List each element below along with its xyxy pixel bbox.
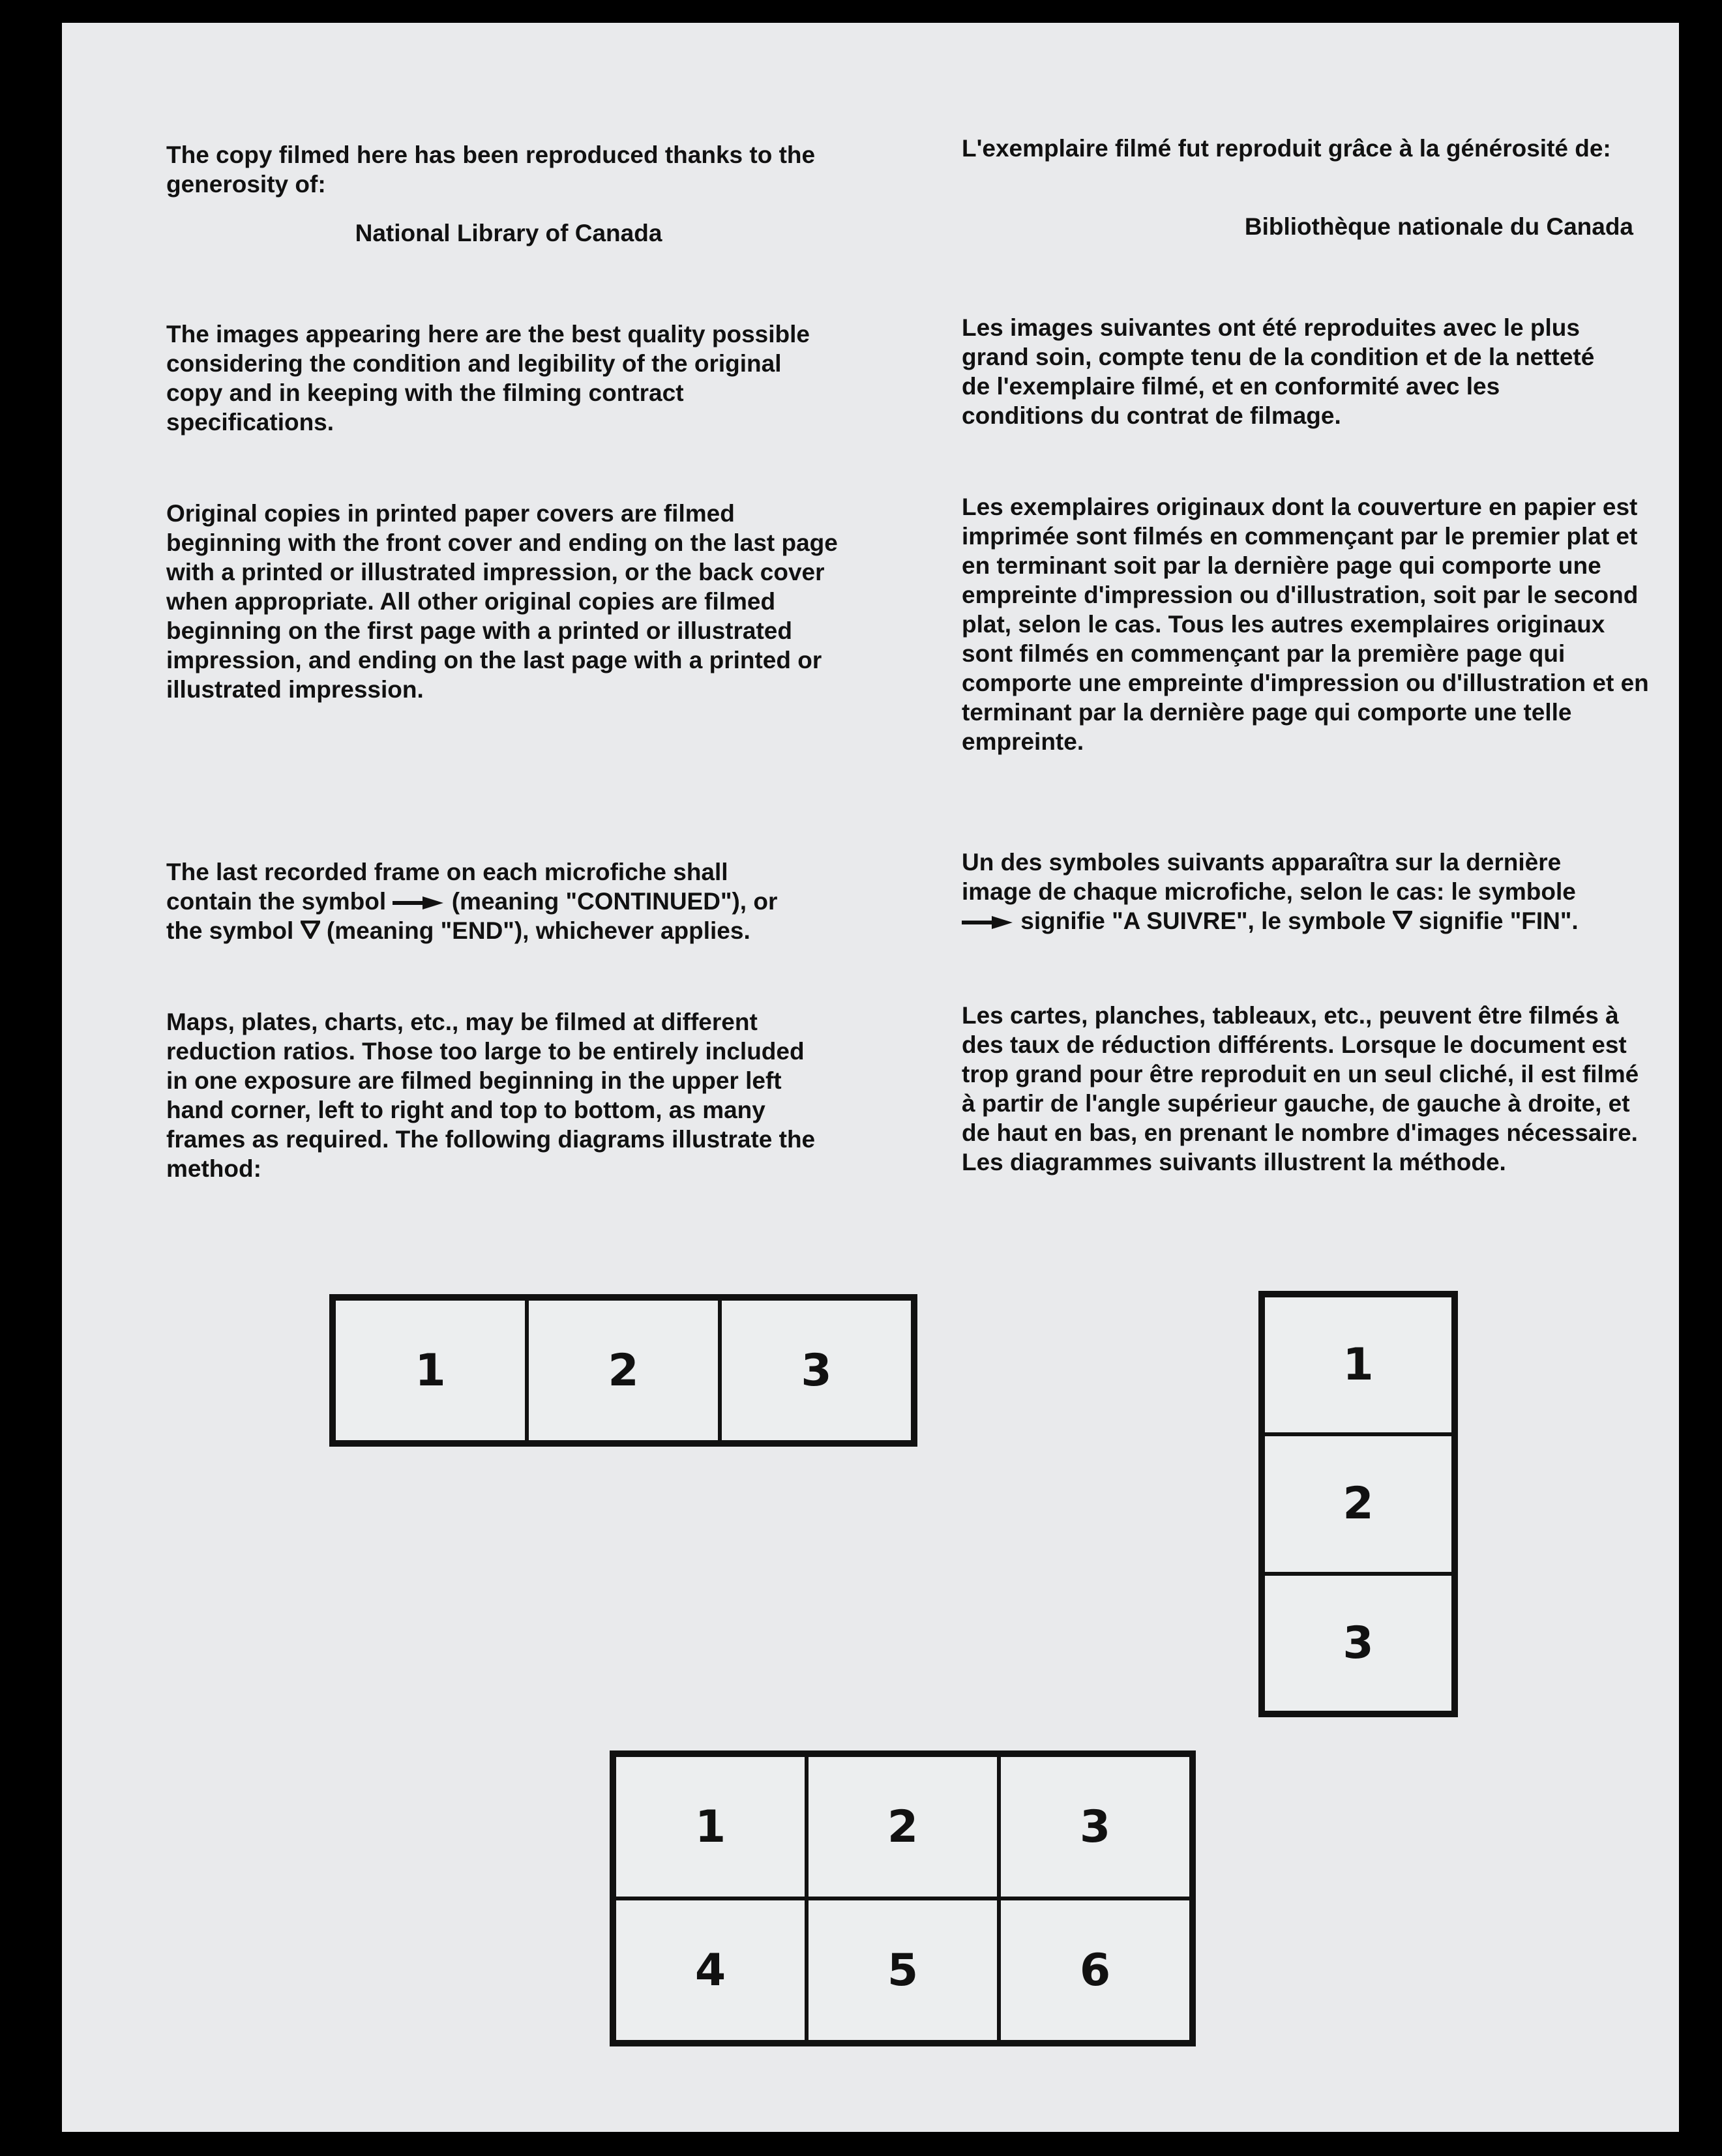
symbols-text-a-fr: Un des symboles suivants apparaîtra sur la dernière image de chaque microfiche, selon le cas: le symbole bbox=[962, 849, 1576, 905]
original-copies-paragraph-fr: Les exemplaires originaux dont la couverture en papier est imprimée sont filmés en commençant par le premier plat et en terminant soit par la dernière page qui comporte une empreinte d'impression ou d'illustration, soit par le second plat, selon le cas. Tous les autres exemplaires originaux sont filmés en commençant par la première page qui comporte une empreinte d'impression ou d'illustration et en terminant par la dernière page qui comporte une telle empreinte. bbox=[962, 494, 1649, 755]
frame-cell: 2 bbox=[527, 1299, 720, 1442]
horizontal-frame-diagram bbox=[329, 1294, 917, 1447]
maps-paragraph: Maps, plates, charts, etc., may be filmed at different reduction ratios. Those too large to be entirely included in one exposure are filmed beginning in the upper left hand corner, left to right and top to bottom, as many frames as required. The following diagrams illustrate the method: bbox=[166, 1009, 816, 1182]
frame-cell: 4 bbox=[614, 1898, 807, 2042]
quality-paragraph: The images appearing here are the best quality possible considering the condition and legibility of the original copy and in keeping with the filming contract specifications. bbox=[166, 321, 810, 436]
symbols-text-c: (meaning "END"), whichever applies. bbox=[326, 917, 750, 944]
frame-cell: 1 bbox=[1263, 1295, 1453, 1434]
vertical-frame-diagram bbox=[1258, 1291, 1458, 1717]
frame-cell: 3 bbox=[720, 1299, 913, 1442]
frame-cell: 5 bbox=[807, 1898, 999, 2042]
symbols-text-a: The last recorded frame on each microfiche shall contain the symbol bbox=[166, 859, 728, 915]
down-triangle-icon bbox=[1393, 911, 1412, 929]
frame-cell: 6 bbox=[999, 1898, 1191, 2042]
frame-cell: 3 bbox=[1263, 1574, 1453, 1713]
frame-cell: 2 bbox=[1263, 1434, 1453, 1573]
frame-cell: 3 bbox=[999, 1755, 1191, 1898]
symbols-text-b: (meaning "CONTINUED"), or the symbol bbox=[166, 888, 778, 944]
thanks-text: The copy filmed here has been reproduced thanks to the generosity of: bbox=[166, 141, 816, 198]
institution-name-fr: Bibliothèque nationale du Canada bbox=[1244, 213, 1633, 240]
symbols-text-b-fr: signifie "A SUIVRE", le symbole bbox=[1020, 908, 1386, 934]
document-page bbox=[62, 23, 1679, 2132]
maps-paragraph-fr: Les cartes, planches, tableaux, etc., peuvent être filmés à des taux de réduction différents. Lorsque le document est trop grand pour être reproduit en un seul cliché, il est filmé à partir de l'angle supérieur gauche, de gauche à droite, et de haut en bas, en prenant le nombre d'images nécessaire. Les diagrammes suivants illustrent la méthode. bbox=[962, 1002, 1639, 1175]
grid-frame-diagram bbox=[610, 1750, 1196, 2046]
original-copies-paragraph: Original copies in printed paper covers are filmed beginning with the front cover and ending on the last page with a printed or illustrated impression, or the back cover when appropriate. All other original copies are filmed beginning on the first page with a printed or illustrated impression, and ending on the last page with a printed or illustrated impression. bbox=[166, 500, 838, 703]
right-arrow-icon bbox=[962, 915, 1014, 930]
symbols-paragraph bbox=[166, 857, 818, 945]
quality-paragraph-fr: Les images suivantes ont été reproduites avec le plus grand soin, compte tenu de la condition et de la netteté de l'exemplaire filmé, et en conformité avec les conditions du contrat de filmage. bbox=[962, 314, 1595, 429]
down-triangle-icon bbox=[301, 921, 320, 939]
right-arrow-icon bbox=[393, 895, 445, 911]
symbols-text-c-fr: signifie "FIN". bbox=[1418, 908, 1579, 934]
thanks-text-fr: L'exemplaire filmé fut reproduit grâce à la générosité de: bbox=[962, 135, 1611, 162]
frame-cell: 2 bbox=[807, 1755, 999, 1898]
frame-cell: 1 bbox=[614, 1755, 807, 1898]
symbols-paragraph-fr bbox=[962, 848, 1614, 936]
frame-cell: 1 bbox=[334, 1299, 527, 1442]
institution-name: National Library of Canada bbox=[355, 220, 662, 246]
